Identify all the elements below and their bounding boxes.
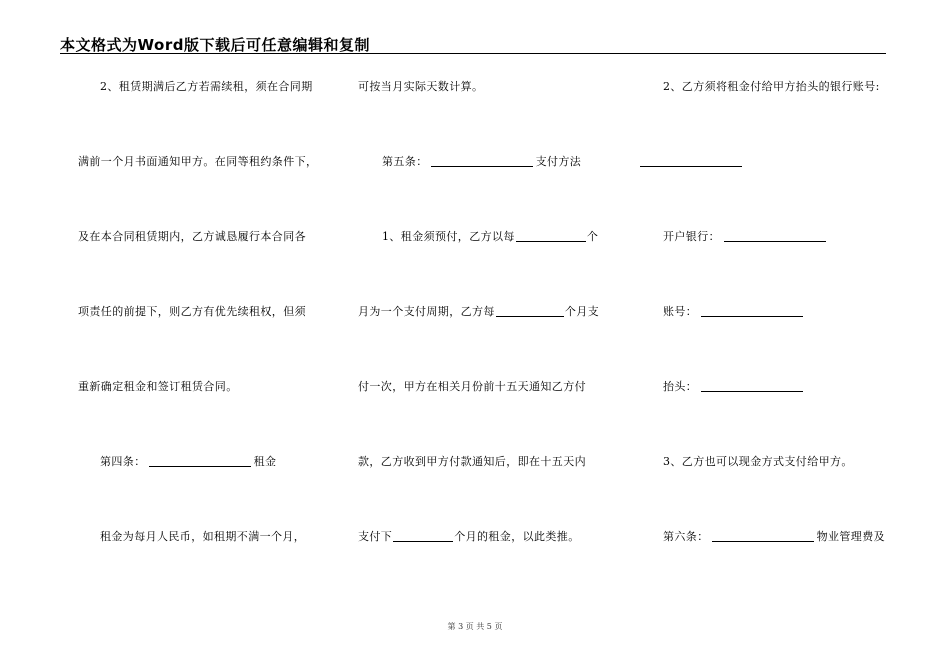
field-label: 账号： xyxy=(663,305,698,318)
blank-line xyxy=(640,155,742,169)
article-six-line xyxy=(663,530,885,544)
page-number: 第 3 页 共 5 页 xyxy=(447,622,503,631)
text-segment: 个 xyxy=(586,230,599,243)
document-header-title: 本文格式为Word版下载后可任意编辑和复制 xyxy=(60,36,370,54)
field-label: 抬头： xyxy=(663,380,698,393)
text-segment: 个月的租金，以此类推。 xyxy=(454,530,580,543)
paragraph-line: 付一次，甲方在相关月份前十五天通知乙方付 xyxy=(358,380,586,393)
article-title: 支付方法 xyxy=(535,155,582,168)
article-label: 第六条： xyxy=(663,530,709,543)
text-segment: 1、租金须预付，乙方以每 xyxy=(382,230,515,243)
paragraph-line xyxy=(358,305,599,319)
article-four-line xyxy=(100,455,276,469)
article-five-line xyxy=(382,155,581,169)
paragraph-line: 2、租赁期满后乙方若需续租，须在合同期 xyxy=(100,80,313,93)
account-field-line xyxy=(663,305,803,319)
paragraph-line: 重新确定租金和签订租赁合同。 xyxy=(78,380,238,393)
field-label: 开户银行： xyxy=(663,230,720,243)
article-label: 第五条： xyxy=(382,155,428,168)
paragraph-line: 及在本合同租赁期内，乙方诚恳履行本合同各 xyxy=(78,230,306,243)
paragraph-line xyxy=(382,230,598,244)
text-segment: 月为一个支付周期，乙方每 xyxy=(358,305,495,318)
blank-underline xyxy=(724,230,826,242)
text-segment: 支付下 xyxy=(358,530,393,543)
article-title: 租金 xyxy=(253,455,277,468)
paragraph-line xyxy=(358,530,580,544)
paragraph-line: 3、乙方也可以现金方式支付给甲方。 xyxy=(663,455,853,468)
article-title: 物业管理费及 xyxy=(816,530,886,543)
paragraph-line: 2、乙方须将租金付给甲方抬头的银行账号: xyxy=(663,80,880,93)
paragraph-line: 项责任的前提下，则乙方有优先续租权，但须 xyxy=(78,305,306,318)
blank-underline xyxy=(393,530,453,542)
blank-underline xyxy=(701,380,803,392)
blank-underline xyxy=(431,155,533,167)
bank-field-line xyxy=(663,230,826,244)
paragraph-line: 可按当月实际天数计算。 xyxy=(358,80,484,93)
blank-underline xyxy=(640,155,742,167)
article-label: 第四条： xyxy=(100,455,146,468)
blank-underline xyxy=(701,305,803,317)
blank-underline xyxy=(149,455,251,467)
paragraph-line: 款，乙方收到甲方付款通知后，即在十五天内 xyxy=(358,455,586,468)
paragraph-line: 租金为每月人民币，如租期不满一个月， xyxy=(100,530,306,543)
payee-field-line xyxy=(663,380,803,394)
blank-underline xyxy=(496,305,564,317)
paragraph-line: 满前一个月书面通知甲方。在同等租约条件下， xyxy=(78,155,318,168)
header-divider xyxy=(60,53,886,54)
text-segment: 个月支 xyxy=(564,305,600,318)
blank-underline xyxy=(712,530,814,542)
blank-underline xyxy=(516,230,586,242)
